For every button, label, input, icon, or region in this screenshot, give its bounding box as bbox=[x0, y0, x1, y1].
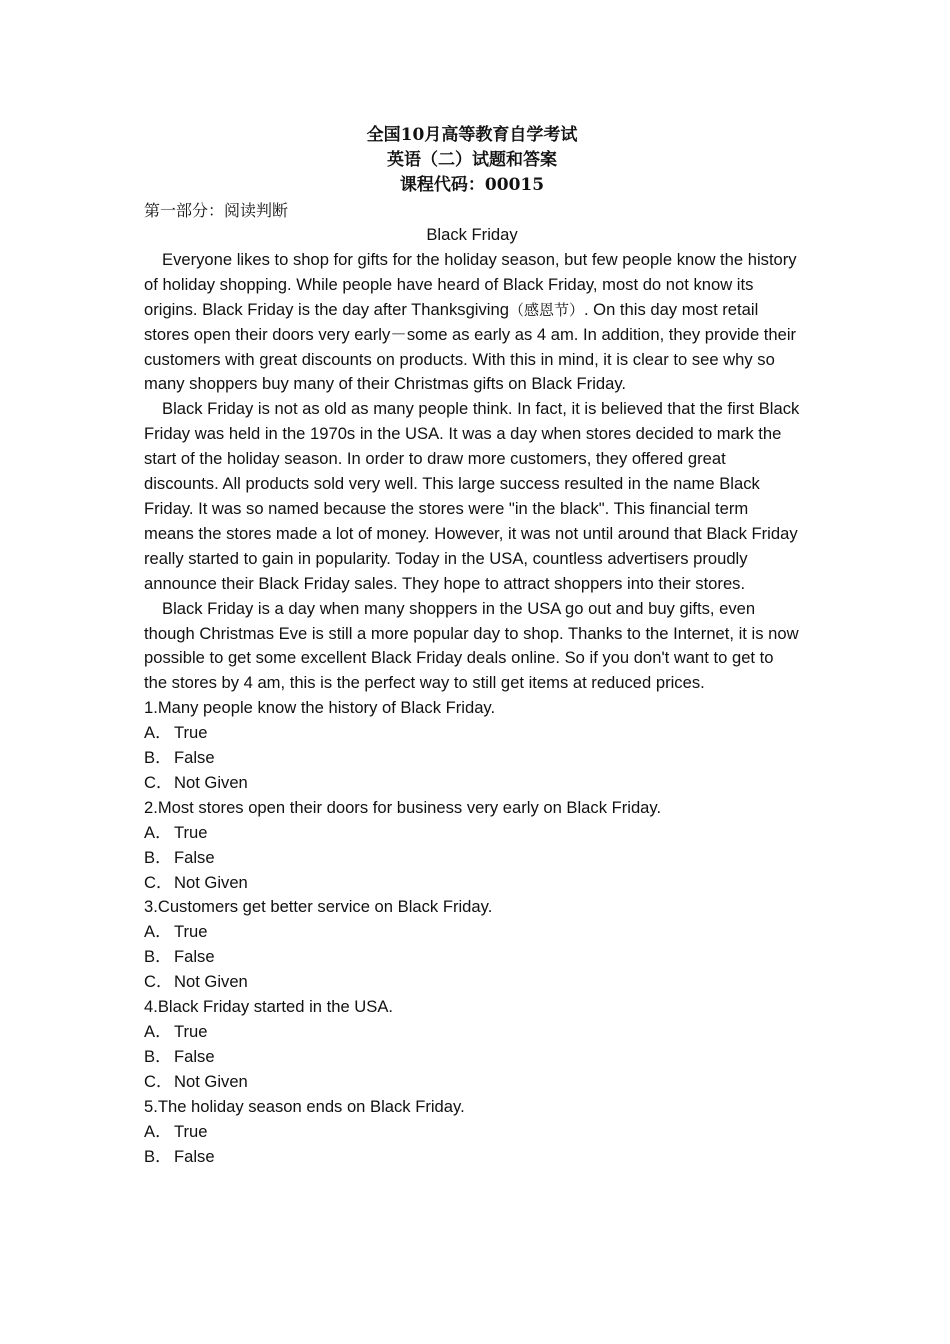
paragraph-text: Everyone likes to shop for gifts for the holiday season, but few people know the history of holiday shopping. While people have heard of Black Friday, most do not know its origins. Black Friday is the day after Thanksgiving bbox=[144, 249, 797, 319]
document-header bbox=[144, 123, 800, 198]
option-text: True bbox=[174, 1022, 208, 1041]
option-letter: C． bbox=[144, 872, 173, 892]
option-text: Not Given bbox=[174, 1071, 248, 1091]
option-b bbox=[144, 1145, 800, 1170]
option-a bbox=[144, 821, 800, 846]
option-text: False bbox=[174, 847, 215, 867]
paragraph-cjk-gloss: （感恩节） bbox=[508, 300, 584, 319]
option-letter: B． bbox=[144, 748, 172, 768]
option-b bbox=[144, 746, 800, 771]
option-b bbox=[144, 846, 800, 871]
option-b bbox=[144, 1045, 800, 1070]
option-text: False bbox=[174, 947, 215, 967]
option-text: False bbox=[174, 748, 215, 768]
option-letter: B． bbox=[144, 947, 172, 967]
question-text: 2.Most stores open their doors for business very early on Black Friday. bbox=[144, 797, 662, 817]
option-text: True bbox=[174, 922, 208, 942]
option-a bbox=[144, 920, 800, 945]
option-c bbox=[144, 970, 800, 995]
question-3 bbox=[144, 895, 800, 995]
option-a bbox=[144, 1120, 800, 1145]
question-2 bbox=[144, 796, 800, 896]
option-b bbox=[144, 945, 800, 970]
passage-paragraph-2: Black Friday is not as old as many people think. In fact, it is believed that the first Black Friday was held in the 1970s in the USA. It was a day when stores decided to mark the start of the holiday season. In order to draw more customers, they offered great discounts. All products sold very well. This large success resulted in the name Black Friday. It was so named because the stores were "in the black". This financial term means the stores made a lot of money. However, it was not until around that Black Friday really started to gain in popularity. Today in the USA, countless advertisers proudly announce their Black Friday sales. They hope to attract shoppers into their stores. bbox=[144, 399, 800, 593]
option-text: Not Given bbox=[174, 972, 248, 992]
option-letter: A． bbox=[144, 822, 172, 842]
option-letter: A． bbox=[144, 1022, 172, 1041]
option-letter: B． bbox=[144, 847, 172, 867]
question-text: 4.Black Friday started in the USA. bbox=[144, 997, 394, 1017]
option-letter: A． bbox=[144, 723, 172, 743]
passage-paragraph-1 bbox=[144, 248, 800, 397]
option-letter: B． bbox=[144, 1046, 172, 1066]
option-letter: C． bbox=[144, 972, 173, 992]
passage-title: Black Friday bbox=[426, 225, 518, 244]
exam-subtitle: 英语（二）试题和答案 bbox=[387, 150, 557, 170]
question-text: 3.Customers get better service on Black Friday. bbox=[144, 897, 493, 917]
option-text: False bbox=[174, 1146, 215, 1166]
option-text: True bbox=[174, 1121, 208, 1141]
option-letter: B． bbox=[144, 1146, 172, 1166]
option-letter: C． bbox=[144, 1071, 173, 1091]
passage-paragraph-3: Black Friday is a day when many shoppers in the USA go out and buy gifts, even though Christmas Eve is still a more popular day to shop. Thanks to the Internet, it is now possible to get some excellent Black Friday deals online. So if you don't want to get to the stores by 4 am, this is the perfect way to still get items at reduced prices. bbox=[144, 598, 799, 693]
option-c bbox=[144, 1070, 800, 1095]
option-text: Not Given bbox=[174, 872, 248, 892]
option-letter: C． bbox=[144, 772, 173, 792]
paragraph-text: . On this day most retail stores open their doors very early－some as early as 4 am. In addition, they provide their customers with great discounts on products. With this in mind, it is clear to see why so many shoppers buy many of their Christmas gifts on Black Friday. bbox=[144, 299, 797, 394]
question-5 bbox=[144, 1095, 800, 1170]
section-label: 第一部分：阅读判断 bbox=[144, 201, 289, 220]
option-letter: A． bbox=[144, 1121, 172, 1141]
question-text: 5.The holiday season ends on Black Friday. bbox=[144, 1096, 465, 1116]
option-text: True bbox=[174, 822, 208, 842]
course-code: 课程代码：00015 bbox=[399, 175, 545, 195]
option-a bbox=[144, 721, 800, 746]
option-text: False bbox=[174, 1046, 215, 1066]
passage bbox=[144, 223, 800, 1169]
question-text: 1.Many people know the history of Black Friday. bbox=[144, 698, 496, 718]
option-c bbox=[144, 871, 800, 896]
option-c bbox=[144, 771, 800, 796]
option-text: Not Given bbox=[174, 772, 248, 792]
question-1 bbox=[144, 696, 800, 796]
option-letter: A． bbox=[144, 922, 172, 942]
option-text: True bbox=[174, 723, 208, 743]
question-4 bbox=[144, 995, 800, 1095]
option-a bbox=[144, 1020, 800, 1045]
exam-title: 全国10月高等教育自学考试 bbox=[366, 125, 578, 145]
